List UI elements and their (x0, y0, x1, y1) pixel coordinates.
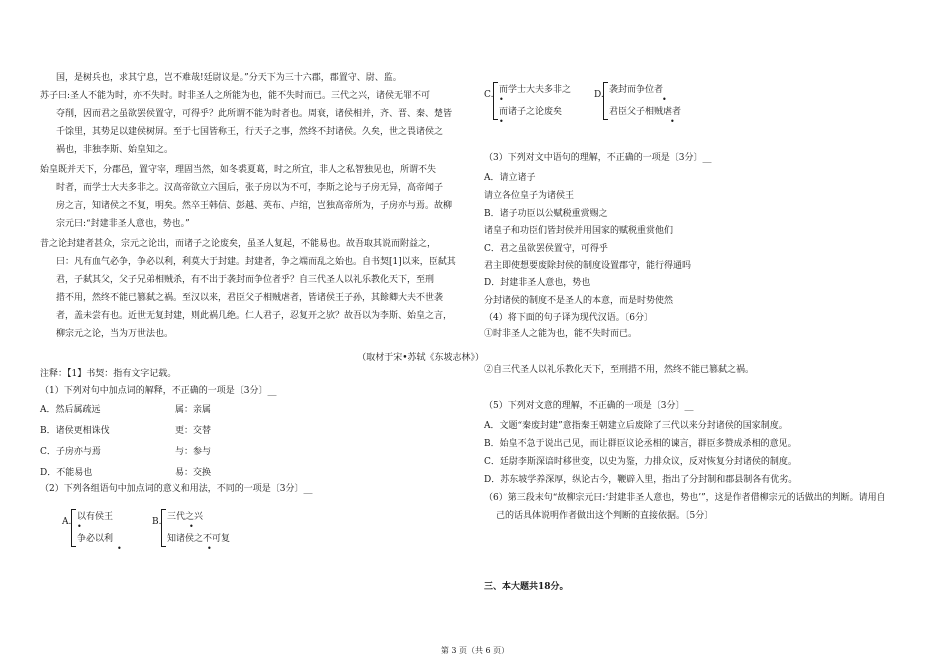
choice-bracket (493, 82, 498, 120)
q3-line: D．封建非圣人意也，势也 (484, 278, 591, 288)
choice-line-1: 三代之兴 (167, 512, 204, 522)
emphasis-dot: • (189, 522, 194, 531)
choice-bracket (603, 82, 608, 120)
q5-option-a: A．文题“秦废封建”意指秦王朝建立后废除了三代以来分封诸侯的国家制度。 (484, 421, 788, 431)
passage-line: 时者，而学士大夫多非之。汉高帝欲立六国后，张子房以为不可，李斯之论与子房无异，高帝闻子 (56, 183, 444, 193)
emphasis-dot: • (499, 95, 504, 104)
passage-line: 国，是树兵也，求其宁息，岂不难哉!廷尉议是。”分天下为三十六郡，郡置守、尉、监。 (56, 73, 402, 83)
choice-label: C. (484, 90, 494, 100)
emphasis-dot: • (662, 95, 667, 104)
passage-line: 措不用，然终不能已篡弑之祸。至汉以来，君臣父子相贼虐者，皆诸侯王子孙，其餘卿大夫不世袭 (56, 293, 444, 303)
emphasis-dot: • (499, 117, 504, 126)
q1-option-c-gloss: 与：参与 (175, 447, 212, 457)
section-heading: 三、本大题共18分。 (484, 582, 569, 592)
passage-line: 柳宗元之论，当为万世法也。 (56, 329, 174, 339)
emphasis-dot: • (77, 522, 82, 531)
choice-line-2: 而诸子之论废矣 (499, 107, 563, 117)
question-6-line-1: （6）第三段末句“故柳宗元曰:‘封建非圣人意也，势也’”，这是作者借柳宗元的话做出的判断。请用自 (484, 493, 886, 503)
choice-label: A. (62, 517, 72, 527)
q5-option-c: C．廷尉李斯深谙时移世变，以史为鉴，力排众议，反对恢复分封诸侯的制度。 (484, 457, 797, 467)
q1-option-a (40, 404, 101, 416)
q3-line: A．请立诸子 (484, 173, 536, 183)
question-4: （4）将下面的句子译为现代汉语。〔6分〕 (484, 313, 653, 323)
passage-line: 宗元曰:“封建非圣人意也，势也。” (56, 219, 190, 229)
passage-line-text: 苏子曰:圣人不能为时，亦不失时。时非圣人之所能为也，能不失时而已。三代之兴，诸侯无罪不可 (40, 91, 431, 101)
emphasis-dot: • (117, 544, 122, 553)
choice-line-2: 知诸侯之不可复 (167, 534, 231, 544)
passage-line: 房之言，知诸侯之不复，明矣。然卒王韩信、彭越、英布、卢绾，岂独高帝所为，子房亦与焉。故柳 (56, 201, 453, 211)
q3-line: B．诸子功臣以公赋税重赏赐之 (484, 209, 608, 219)
page-footer: 第 3 页（共 6 页） (440, 646, 510, 655)
choice-line-2: 君臣父子相贼虐者 (609, 107, 682, 117)
option-term: A．然后属疏远 (40, 405, 101, 415)
question-3: （3）下列对文中语句的理解，不正确的一项是〔3分〕__ (484, 153, 712, 163)
q3-line: C．君之虽欲罢侯置守，可得乎 (484, 244, 608, 254)
passage-line: 君，子弑其父，父子兄弟相贼杀，有不出于袭封而争位者乎？自三代圣人以礼乐教化天下，至刑 (56, 275, 435, 285)
choice-line-1: 袭封而争位者 (609, 85, 664, 95)
q3-line: 诸皇子和功臣们皆封侯并用国家的赋税重赏他们 (484, 226, 674, 236)
passage-line: 曰：凡有血气必争，争必以利，利莫大于封建。封建者，争之端而乱之始也。自书契[1]以来，臣弑其 (56, 257, 456, 267)
choice-label: D. (594, 90, 604, 100)
choice-bracket (71, 509, 76, 547)
passage-line: 始皇既并天下，分郡邑，置守宰，理固当然，如冬裘夏葛，时之所宜，非人之私智独见也，所谓不失 (40, 165, 437, 175)
choice-line-1: 以有侯王 (77, 512, 114, 522)
q4-sentence-1: ①时非圣人之能为也，能不失时而已。 (484, 329, 638, 339)
q1-option-d: D．不能易也 (40, 468, 93, 478)
q1-option-a-gloss: 属：亲属 (175, 405, 212, 415)
question-2: （2）下列各组语句中加点词的意义和用法，不同的一项是〔3分〕__ (40, 484, 313, 494)
q5-option-d: D．苏东坡学养深厚，纵论古今，鞭辟入里，指出了分封制和郡县制各有优劣。 (484, 475, 798, 485)
q1-option-c: C．子房亦与焉 (40, 447, 101, 457)
source-citation: （取材于宋•苏轼《东坡志林》） (357, 353, 484, 363)
annotation-note: 注释：【1】书契：指有文字记载。 (40, 369, 177, 379)
q1-option-b-gloss: 更：交替 (175, 426, 212, 436)
choice-line-2: 争必以利 (77, 534, 114, 544)
q3-line: 分封诸侯的制度不是圣人的本意，而是时势使然 (484, 296, 674, 306)
choice-line-1: 而学士大夫多非之 (499, 85, 572, 95)
q3-line: 请立各位皇子为诸侯王 (484, 191, 575, 201)
passage-line: 祸也，非独李斯、始皇知之。 (56, 145, 174, 155)
question-6-line-2: 己的话具体说明作者做出这个判断的直接依据。〔5分〕 (496, 511, 714, 521)
question-1: （1）下列对句中加点词的解释，不正确的一项是〔3分〕__ (40, 386, 277, 396)
passage-line (40, 90, 430, 102)
emphasis-dot: • (207, 544, 212, 553)
passage-line: 千馀里，其势足以建侯树屏。至于七国皆称王，行天子之事，然终不封诸侯。久矣，世之畏诸侯之 (56, 127, 444, 137)
q1-option-d-gloss: 易：交换 (175, 468, 212, 478)
q5-option-b: B．始皇不急于说出己见，而让群臣议论丞相的谏言，群臣多赞成杀相的意见。 (484, 439, 797, 449)
choice-label: B. (152, 517, 162, 527)
passage-line: 昔之论封建者甚众，宗元之论出，而诸子之论废矣，虽圣人复起，不能易也。故吾取其说而附益之， (40, 239, 437, 249)
q4-sentence-2: ②自三代圣人以礼乐教化天下，至刑措不用，然终不能已篡弑之祸。 (484, 365, 755, 375)
passage-line: 者，盖未尝有也。近世无复封建，则此祸几绝。仁人君子，忍复开之欤？故吾以为李斯、始皇之言， (56, 311, 453, 321)
emphasis-dot: • (670, 117, 675, 126)
passage-line: 夺削，因而君之虽欲罢侯置守，可得乎？此所谓不能为时者也。周衰，诸侯相并，齐、晋、秦、楚皆 (56, 109, 453, 119)
q3-line: 君主即使想要废除封侯的制度设置郡守，能行得通吗 (484, 261, 692, 271)
question-5: （5）下列对文意的理解，不正确的一项是〔3分〕__ (484, 401, 694, 411)
q1-option-b: B．诸侯更相诛伐 (40, 426, 110, 436)
choice-bracket (161, 509, 166, 547)
